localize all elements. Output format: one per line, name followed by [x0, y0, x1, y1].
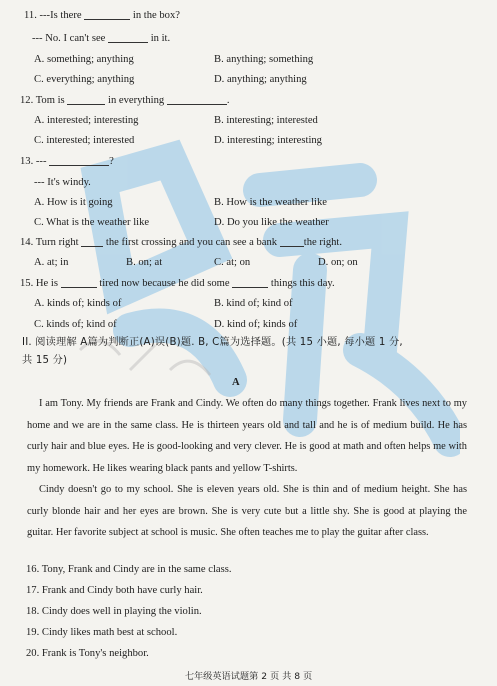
passage-paragraph-1: I am Tony. My friends are Frank and Cindy. We often do many things together. Frank lives next to my home and we are in the same class. He is thirteen years old and tall and he is of medium build. He has curly hair and blue eyes. He is good-looking and very clever. He is good at math and often helps me with my homework. He likes wearing black pants and yellow T-shirts. [27, 398, 467, 474]
question-12-option-b: B. interesting; interested [214, 115, 318, 126]
question-11-reply: --- No. I can't see in it. [32, 33, 171, 44]
question-12-option-a: A. interested; interesting [34, 115, 139, 126]
question-14-stem: 14. Turn right the first crossing and you can see a bank the right. [20, 237, 343, 248]
statement-18: 18. Cindy does well in playing the violin. [26, 606, 202, 617]
statement-17: 17. Frank and Cindy both have curly hair. [26, 585, 203, 596]
question-13-reply: --- It's windy. [34, 177, 91, 188]
statement-19: 19. Cindy likes math best at school. [26, 627, 178, 638]
question-13-option-a: A. How is it going [34, 197, 113, 208]
question-13-stem: 13. --- ? [20, 156, 114, 167]
answer-blank [81, 246, 103, 247]
statement-16: 16. Tony, Frank and Cindy are in the same class. [26, 564, 232, 575]
section-heading: II. 阅读理解 A篇为判断正(A)误(B)题. B, C篇为选择题。(共 15 小题, 每小题 1 分, [22, 337, 403, 348]
question-15-option-a: A. kinds of; kinds of [34, 298, 122, 309]
answer-blank [280, 246, 304, 247]
question-11-option-d: D. anything; anything [214, 74, 307, 85]
question-15-option-c: C. kinds of; kind of [34, 319, 117, 330]
answer-blank [67, 104, 105, 105]
question-12-option-c: C. interested; interested [34, 135, 135, 146]
page-footer: 七年级英语试题第 2 页 共 8 页 [184, 671, 313, 682]
question-12-option-d: D. interesting; interesting [214, 135, 322, 146]
passage-paragraph-2: Cindy doesn't go to my school. She is eleven years old. She is thin and of medium height. She has curly blonde hair and her eyes are brown. She is very cute but a little shy. She is good at playing the guitar. Her favorite subject at school is music. She often teaches me to play the guitar after class. [27, 484, 467, 538]
question-13-option-d: D. Do you like the weather [214, 217, 329, 228]
answer-blank [167, 104, 227, 105]
answer-blank [232, 287, 268, 288]
question-15-option-d: D. kind of; kinds of [214, 319, 298, 330]
answer-blank [61, 287, 97, 288]
question-14-option-a: A. at; in [34, 257, 69, 268]
question-11-option-b: B. anything; something [214, 54, 314, 65]
question-14-option-c: C. at; on [214, 257, 251, 268]
answer-blank [49, 165, 109, 166]
answer-blank [108, 42, 148, 43]
question-11-stem: 11. ---Is there in the box? [24, 10, 180, 21]
question-13-option-b: B. How is the weather like [214, 197, 327, 208]
question-14-option-b: B. on; at [126, 257, 163, 268]
question-15-stem: 15. He is tired now because he did some things this day. [20, 278, 335, 289]
statement-20: 20. Frank is Tony's neighbor. [26, 648, 149, 659]
question-12-stem: 12. Tom is in everything . [20, 95, 230, 106]
answer-blank [84, 19, 130, 20]
section-heading-cont: 共 15 分) [22, 355, 68, 366]
question-11-option-a: A. something; anything [34, 54, 134, 65]
question-14-option-d: D. on; on [318, 257, 358, 268]
question-11-option-c: C. everything; anything [34, 74, 135, 85]
passage-label: A [232, 377, 240, 388]
question-15-option-b: B. kind of; kind of [214, 298, 293, 309]
question-13-option-c: C. What is the weather like [34, 217, 150, 228]
